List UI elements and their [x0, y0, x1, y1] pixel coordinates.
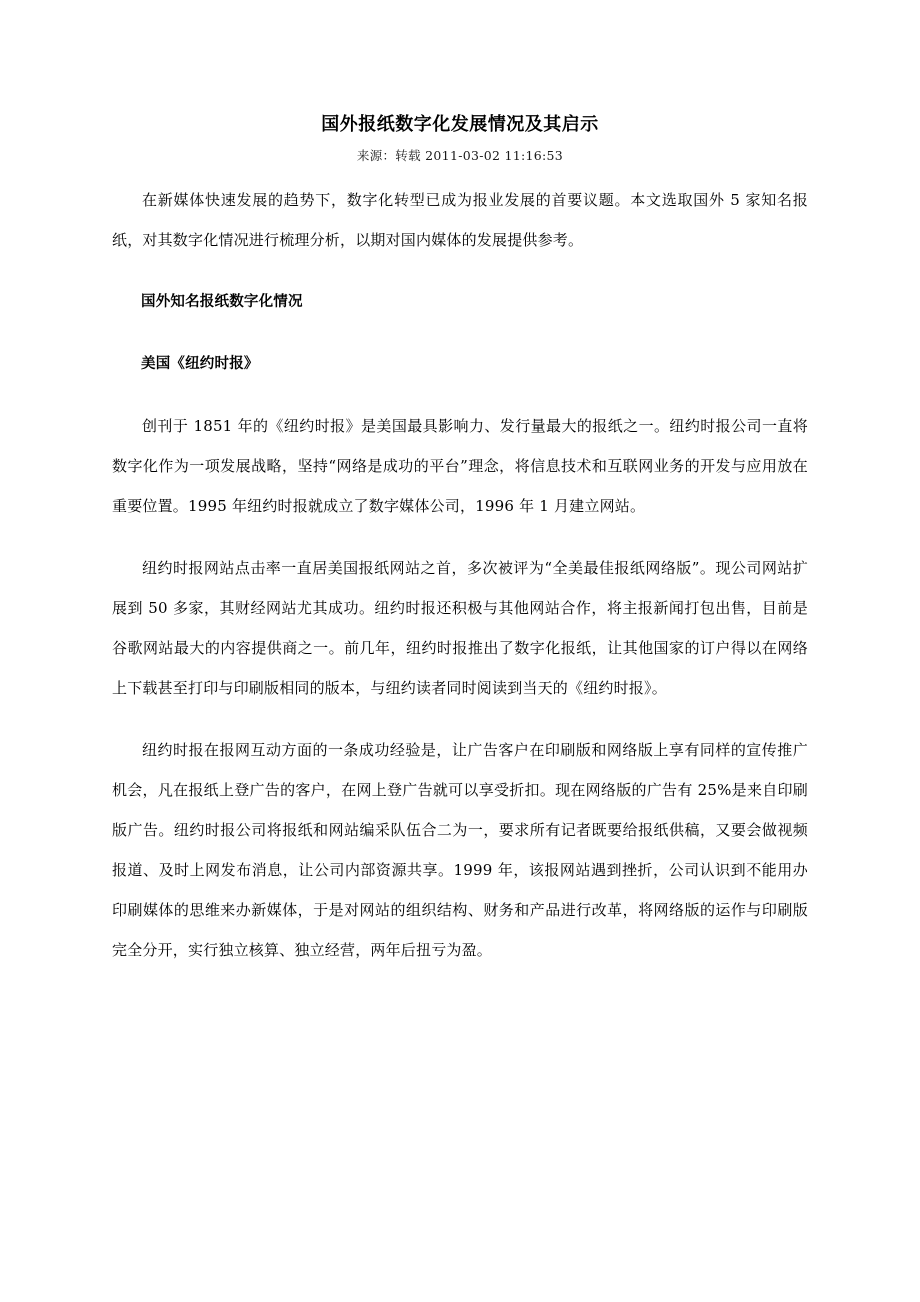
document-content-column	[112, 0, 808, 970]
section-heading-overview: 国外知名报纸数字化情况	[141, 294, 303, 310]
page-title: 国外报纸数字化发展情况及其启示	[321, 114, 599, 135]
document-source-line: 来源：转载 2011-03-02 11:16:53	[356, 148, 564, 163]
paragraph-intro: 在新媒体快速发展的趋势下，数字化转型已成为报业发展的首要议题。本文选取国外 5 家知名报纸，对其数字化情况进行梳理分析，以期对国内媒体的发展提供参考。	[112, 191, 808, 249]
subsection-heading-nyt: 美国《纽约时报》	[141, 356, 259, 372]
paragraph-nyt-history: 创刊于 1851 年的《纽约时报》是美国最具影响力、发行量最大的报纸之一。纽约时报公司一直将数字化作为一项发展战略，坚持“网络是成功的平台”理念，将信息技术和互联网业务的开发与应用放在重要位置。1995 年纽约时报就成立了数字媒体公司，1996 年 1 月建立网站。	[112, 417, 808, 515]
paragraph-nyt-website: 纽约时报网站点击率一直居美国报纸网站之首，多次被评为“全美最佳报纸网络版”。现公司网站扩展到 50 多家，其财经网站尤其成功。纽约时报还积极与其他网站合作，将主报新闻打包出售，目前是谷歌网站最大的内容提供商之一。前几年，纽约时报推出了数字化报纸，让其他国家的订户得以在网络上下载甚至打印与印刷版相同的版本，与纽约读者同时阅读到当天的《纽约时报》。	[112, 559, 808, 697]
paragraph-nyt-advertising: 纽约时报在报网互动方面的一条成功经验是，让广告客户在印刷版和网络版上享有同样的宣传推广机会，凡在报纸上登广告的客户，在网上登广告就可以享受折扣。现在网络版的广告有 25%是来自印刷版广告。纽约时报公司将报纸和网站编采队伍合二为一，要求所有记者既要给报纸供稿，又要会做视频报道、及时上网发布消息，让公司内部资源共享。1999 年，该报网站遇到挫折，公司认识到不能用办印刷媒体的思维来办新媒体，于是对网站的组织结构、财务和产品进行改革，将网络版的运作与印刷版完全分开，实行独立核算、独立经营，两年后扭亏为盈。	[112, 741, 808, 959]
